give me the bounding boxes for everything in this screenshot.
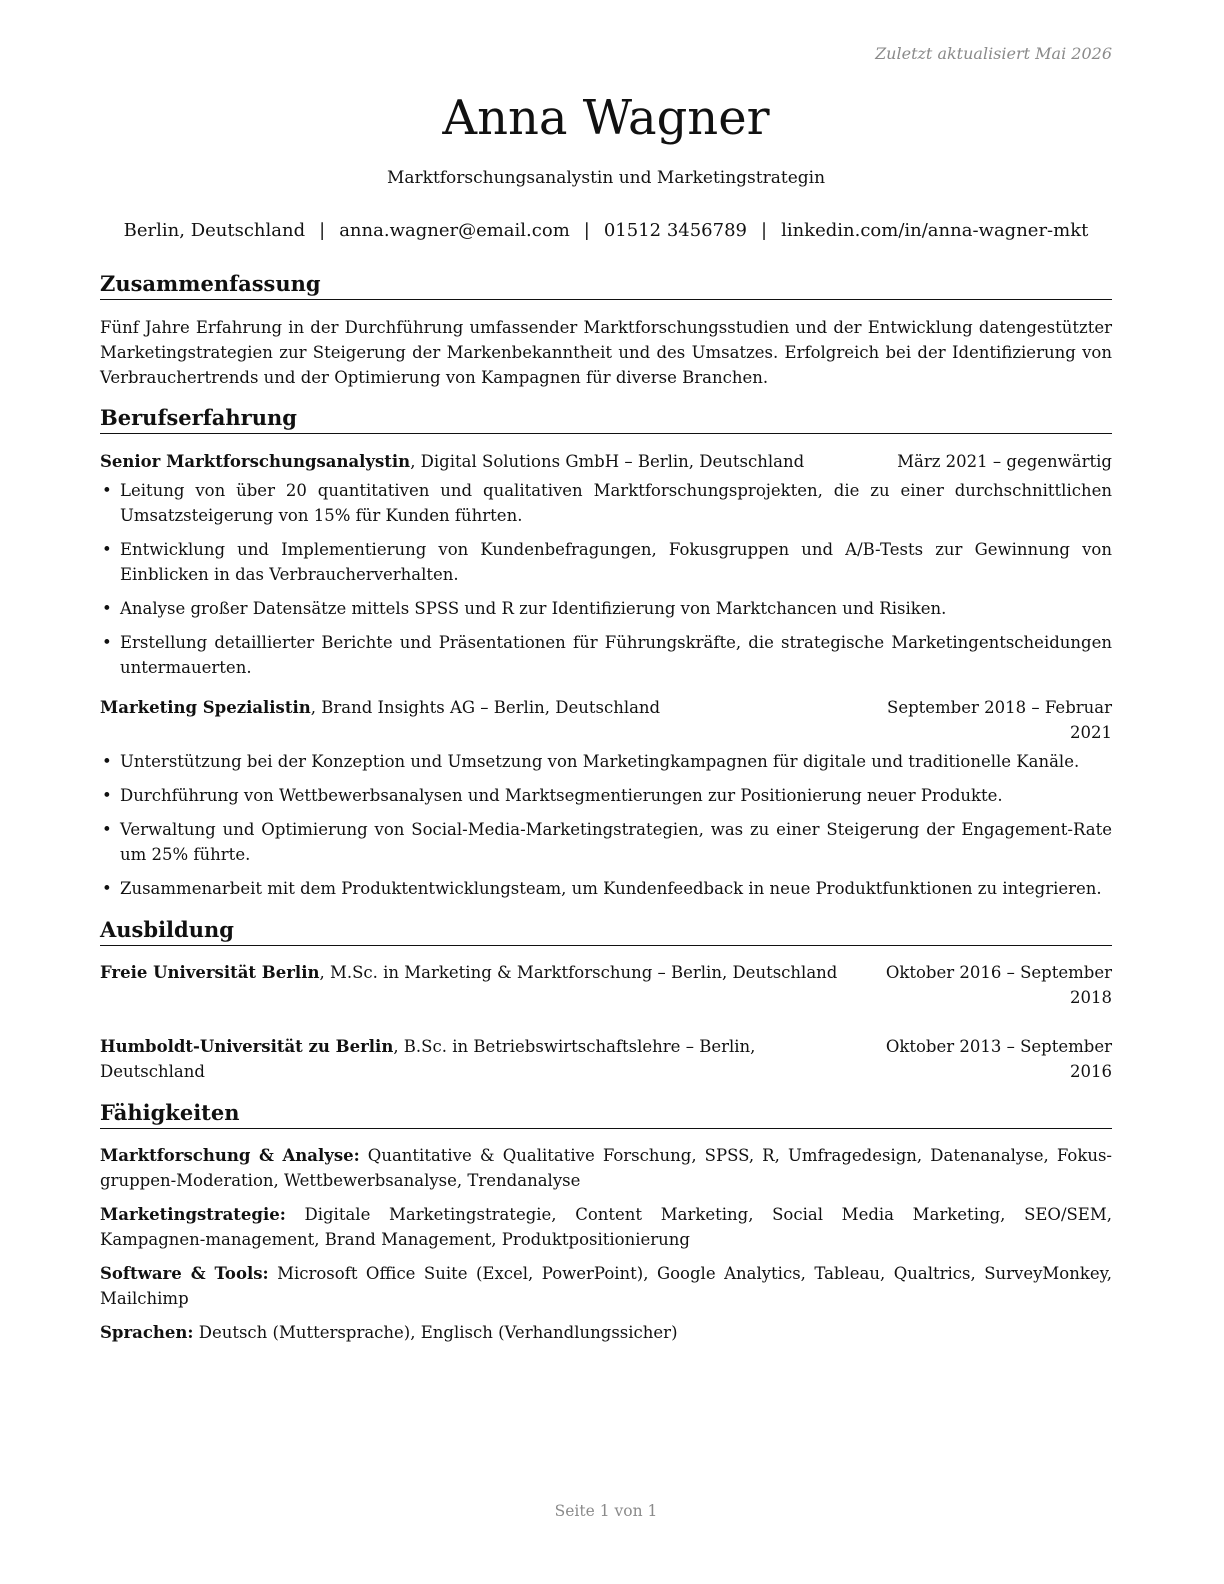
education-dates: Oktober 2013 – September 2016 <box>885 1037 1112 1081</box>
contact-phone: 01512 3456789 <box>603 220 747 241</box>
job-title: Marketing Spezialistin <box>100 698 311 717</box>
list-item: • Unterstützung bei der Konzeption und Umsetzung von Marketingkampagnen für digitale und traditionelle Kanäle. <box>100 749 1112 774</box>
bullet-icon: • <box>102 752 112 771</box>
list-item: • Zusammenarbeit mit dem Produktentwicklungsteam, um Kundenfeedback in neue Produktfunktionen zu integrieren. <box>100 876 1112 901</box>
skill-row <box>100 1143 1112 1193</box>
bullet-icon: • <box>102 786 112 805</box>
job-bullets <box>100 749 1112 901</box>
degree-detail: , M.Sc. in Marketing & Marktforschung – Berlin, Deutschland <box>319 963 838 982</box>
list-item: • Erstellung detaillierter Berichte und Präsentationen für Führungskräfte, die strategische Marketingentscheidungen untermauerten. <box>100 630 1112 680</box>
contact-separator: | <box>583 220 590 241</box>
skill-label: Sprachen: <box>100 1323 194 1342</box>
skill-text: Microsoft Office Suite (Excel, PowerPoint), Google Analytics, Tableau, Qualtrics, SurveyMonkey, Mailchimp <box>100 1264 1113 1308</box>
skills-list <box>100 1143 1112 1354</box>
job-bullets <box>100 478 1112 680</box>
list-item: • Leitung von über 20 quantitativen und qualitativen Marktforschungsprojekten, die zu einer durchschnittlichen Umsatzsteigerung von 15% für Kunden führten. <box>100 478 1112 528</box>
job-header <box>100 695 1112 745</box>
list-item: • Entwicklung und Implementierung von Kundenbefragungen, Fokusgruppen und A/B-Tests zur Gewinnung von Einblicken in das Verbraucherverhalten. <box>100 537 1112 587</box>
job-title: Senior Marktforschungsanalystin <box>100 452 411 471</box>
skill-text: Deutsch (Muttersprache), Englisch (Verhandlungssicher) <box>193 1323 678 1342</box>
skill-row <box>100 1261 1112 1311</box>
job-header <box>100 449 1112 474</box>
summary-text: Fünf Jahre Erfahrung in der Durchführung umfassender Marktforschungsstudien und der Entwicklung datengestützter Marketingstrategien zur Steigerung der Markenbekanntheit und des Umsatzes. Erfolgreich bei der Identifizierung von Verbrauchertrends und der Optimierung von Kampagnen für diverse Branchen. <box>100 318 1112 387</box>
bullet-icon: • <box>102 540 112 559</box>
skill-text: Quantitative & Qualitative Forschung, SPSS, R, Umfragedesign, Datenanalyse, Fokus-gruppen-Moderation, Wettbewerbsanalyse, Trendanalyse <box>100 1146 1112 1190</box>
skill-text: Digitale Marketingstrategie, Content Marketing, Social Media Marketing, SEO/SEM, Kampagnen-management, Brand Management, Produktpositionierung <box>100 1205 1112 1249</box>
job-dates: März 2021 – gegenwärtig <box>897 452 1112 471</box>
section-heading-experience: Berufserfahrung <box>100 405 1112 434</box>
job-org: , Digital Solutions GmbH – Berlin, Deutschland <box>410 452 805 471</box>
section-heading-skills: Fähigkeiten <box>100 1100 1112 1129</box>
page-number: Seite 1 von 1 <box>554 1502 658 1520</box>
skill-row <box>100 1202 1112 1252</box>
job-dates: September 2018 – Februar 2021 <box>887 698 1112 742</box>
education-dates: Oktober 2016 – September 2018 <box>885 963 1112 1007</box>
section-heading-summary: Zusammenfassung <box>100 271 1112 300</box>
contact-linkedin[interactable]: linkedin.com/in/anna-wagner-mkt <box>781 220 1089 241</box>
list-item: • Durchführung von Wettbewerbsanalysen und Marktsegmentierungen zur Positionierung neuer Produkte. <box>100 783 1112 808</box>
candidate-name: Anna Wagner <box>442 90 770 146</box>
list-item: • Analyse großer Datensätze mittels SPSS und R zur Identifizierung von Marktchancen und Risiken. <box>100 596 1112 621</box>
job-entry <box>100 449 1112 689</box>
bullet-icon: • <box>102 633 112 652</box>
last-updated-note: Zuletzt aktualisiert Mai 2026 <box>875 44 1112 63</box>
list-item: • Verwaltung und Optimierung von Social-Media-Marketingstrategien, was zu einer Steigerung der Engagement-Rate um 25% führte. <box>100 817 1112 867</box>
job-org: , Brand Insights AG – Berlin, Deutschland <box>310 698 661 717</box>
bullet-icon: • <box>102 599 112 618</box>
job-entry <box>100 695 1112 910</box>
section-heading-education: Ausbildung <box>100 917 1112 946</box>
contact-separator: | <box>761 220 768 241</box>
degree-detail: , B.Sc. in Betriebswirtschaftslehre – Berlin, Deutschland <box>100 1037 756 1081</box>
bullet-icon: • <box>102 481 112 500</box>
skill-row <box>100 1320 1112 1345</box>
skill-label: Marktforschung & Analyse: <box>100 1146 360 1165</box>
candidate-subtitle: Marktforschungsanalystin und Marketingstrategin <box>386 168 826 188</box>
resume-page <box>100 0 1112 1584</box>
bullet-icon: • <box>102 820 112 839</box>
contact-email[interactable]: anna.wagner@email.com <box>339 220 570 241</box>
school-name: Freie Universität Berlin <box>100 963 320 982</box>
bullet-icon: • <box>102 879 112 898</box>
school-name: Humboldt-Universität zu Berlin <box>100 1037 394 1056</box>
skill-label: Marketingstrategie: <box>100 1205 286 1224</box>
contact-separator: | <box>319 220 326 241</box>
skill-label: Software & Tools: <box>100 1264 269 1283</box>
education-entry <box>100 960 1112 1010</box>
education-entry <box>100 1034 1112 1084</box>
contact-location: Berlin, Deutschland <box>123 220 306 241</box>
contact-line <box>100 220 1112 241</box>
